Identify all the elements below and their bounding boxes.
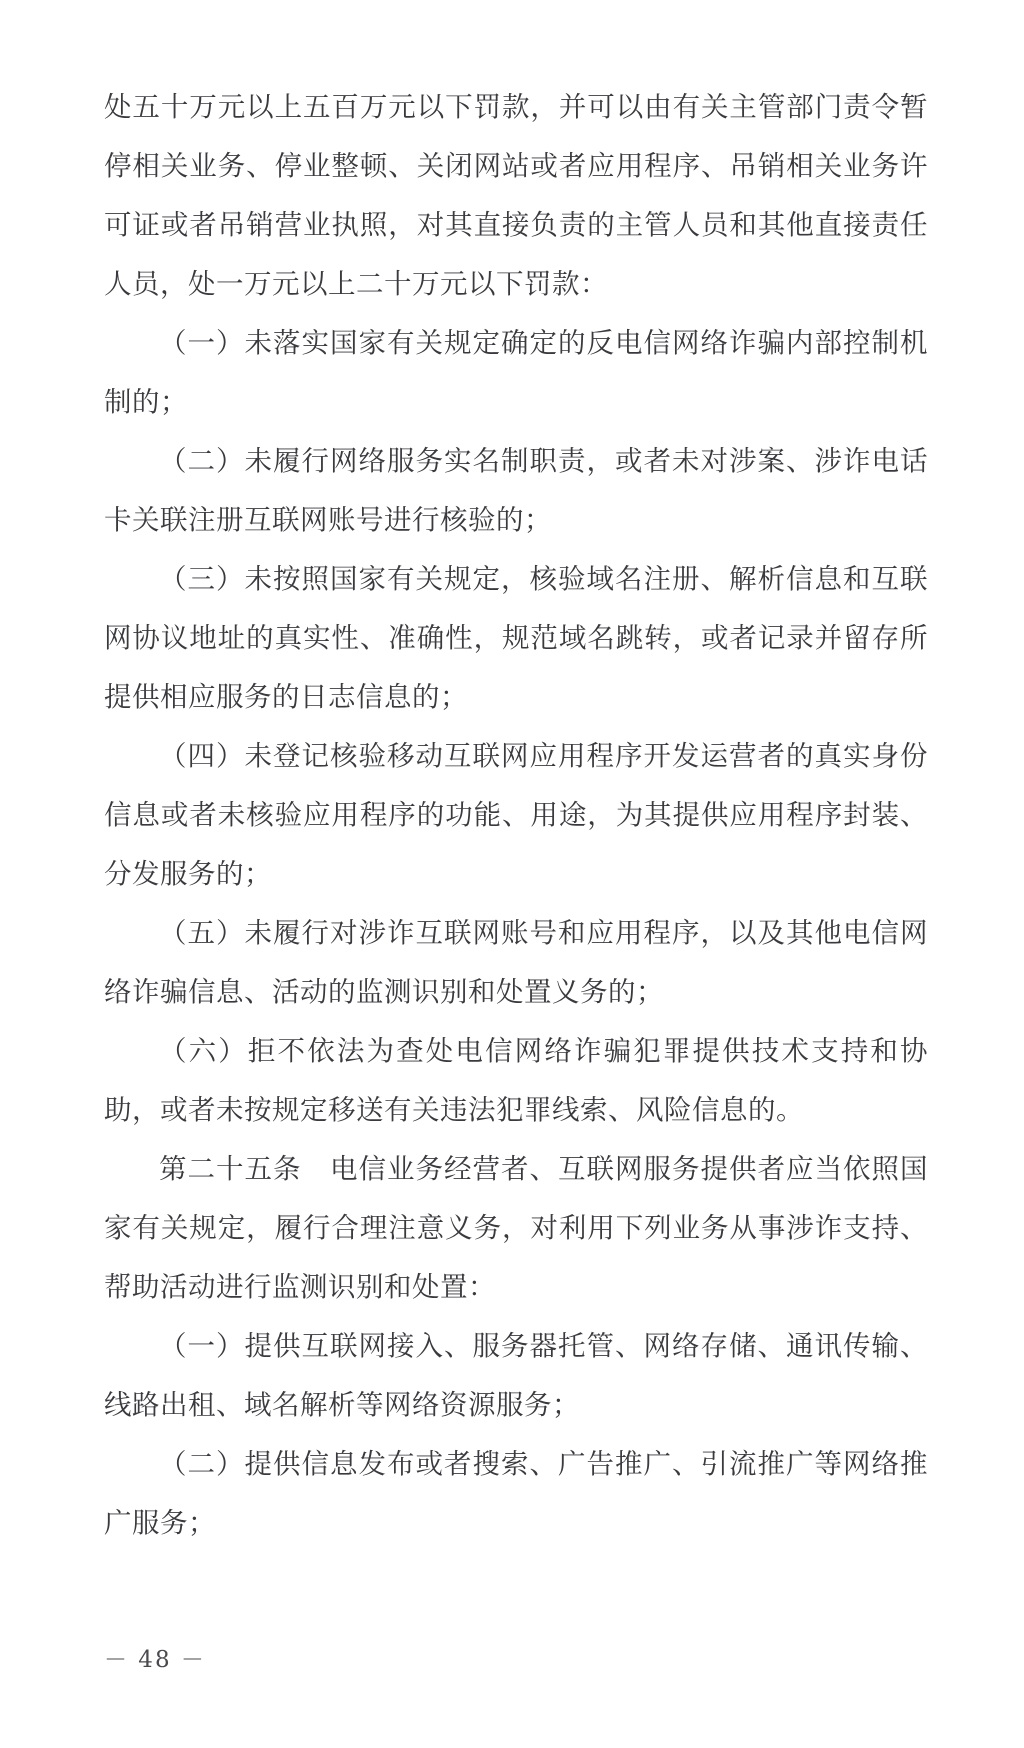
list-item-2: （二）未履行网络服务实名制职责，或者未对涉案、涉诈电话卡关联注册互联网账号进行核验的；	[104, 445, 928, 536]
article-25-heading-paragraph: 第二十五条 电信业务经营者、互联网服务提供者应当依照国家有关规定，履行合理注意义务，对利用下列业务从事涉诈支持、帮助活动进行监测识别和处置：	[104, 1153, 928, 1303]
page-number: － 48 －	[104, 1647, 206, 1673]
article-25-list-item-1: （一）提供互联网接入、服务器托管、网络存储、通讯传输、线路出租、域名解析等网络资源服务；	[104, 1330, 928, 1421]
list-item-3: （三）未按照国家有关规定，核验域名注册、解析信息和互联网协议地址的真实性、准确性，规范域名跳转，或者记录并留存所提供相应服务的日志信息的；	[104, 563, 928, 713]
article-25-list-item-2: （二）提供信息发布或者搜索、广告推广、引流推广等网络推广服务；	[104, 1448, 928, 1539]
page-body	[104, 78, 928, 1553]
list-item-6: （六）拒不依法为查处电信网络诈骗犯罪提供技术支持和协助，或者未按规定移送有关违法犯罪线索、风险信息的。	[104, 1035, 928, 1126]
list-item-1: （一）未落实国家有关规定确定的反电信网络诈骗内部控制机制的；	[104, 327, 928, 418]
list-item-4: （四）未登记核验移动互联网应用程序开发运营者的真实身份信息或者未核验应用程序的功能、用途，为其提供应用程序封装、分发服务的；	[104, 740, 928, 890]
paragraph-penalty-clause: 处五十万元以上五百万元以下罚款，并可以由有关主管部门责令暂停相关业务、停业整顿、关闭网站或者应用程序、吊销相关业务许可证或者吊销营业执照，对其直接负责的主管人员和其他直接责任人员，处一万元以上二十万元以下罚款：	[104, 91, 928, 300]
list-item-5: （五）未履行对涉诈互联网账号和应用程序，以及其他电信网络诈骗信息、活动的监测识别和处置义务的；	[104, 917, 928, 1008]
